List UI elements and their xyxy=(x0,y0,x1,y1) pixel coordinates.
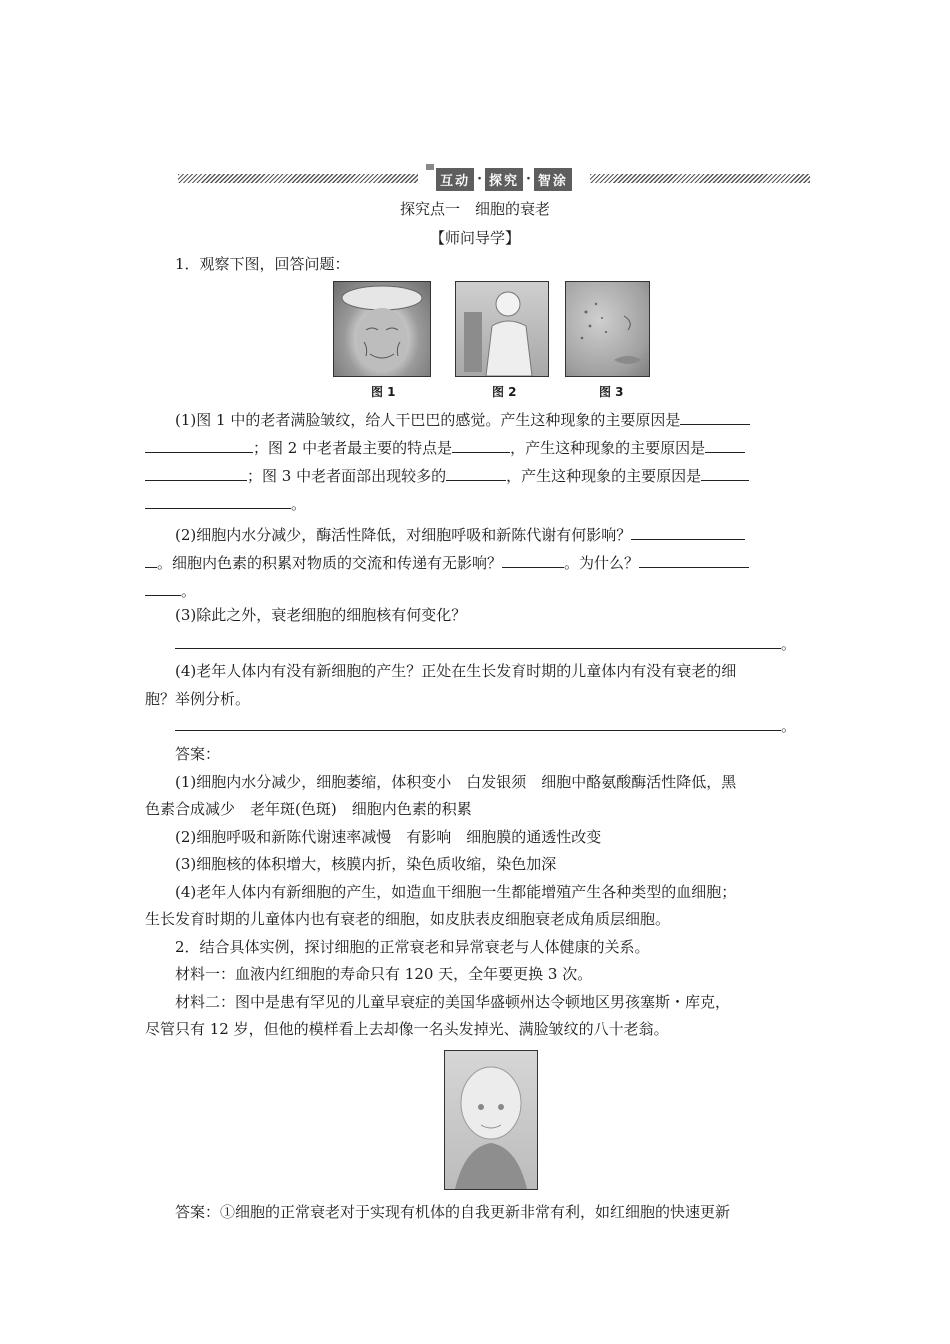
caption-fig2: 图 2 xyxy=(492,385,517,399)
blank-13[interactable] xyxy=(145,581,181,596)
q1-2-end: 。 xyxy=(181,582,197,600)
q1-1-text3b: ，产生这种现象的主要原因是 xyxy=(506,467,702,485)
q1-2-line2 xyxy=(145,553,810,573)
caption-fig3: 图 3 xyxy=(599,385,624,399)
blank-5[interactable] xyxy=(145,466,247,481)
q2-material2-line2: 尽管只有 12 岁，但他的模样看上去却像一名头发掉光、满脸皱纹的八十老翁。 xyxy=(145,1020,669,1038)
photo-elderly-face xyxy=(333,281,431,377)
blank-1[interactable] xyxy=(680,410,750,425)
blank-7[interactable] xyxy=(701,466,749,481)
q1-4-line2: 胞？举例分析。 xyxy=(145,690,251,708)
blank-15[interactable] xyxy=(175,716,781,731)
q2-material1: 材料一：血液内红细胞的寿命只有 120 天，全年要更换 3 次。 xyxy=(175,965,593,983)
blank-11[interactable] xyxy=(502,553,564,568)
banner-label xyxy=(424,168,584,190)
banner-sep-1: · xyxy=(477,171,482,187)
photo-progeria-boy xyxy=(444,1050,538,1190)
answer-line-3: (2)细胞呼吸和新陈代谢速率减慢 有影响 细胞膜的通透性改变 xyxy=(175,828,602,846)
photo-white-hair-man xyxy=(455,281,549,377)
subtitle: 【师问导学】 xyxy=(429,229,520,247)
photo-age-spots xyxy=(565,281,650,377)
q1-1-text3: ；图 3 中老者面部出现较多的 xyxy=(247,467,447,485)
answer-line-2: 色素合成减少 老年斑(色斑) 细胞内色素的积累 xyxy=(145,800,472,818)
q1-1-line4 xyxy=(145,494,810,514)
q1-2-line3 xyxy=(145,581,810,601)
q2-material2-line1: 材料二：图中是患有罕见的儿童早衰症的美国华盛顿州达令顿地区男孩塞斯・库克， xyxy=(175,993,731,1011)
banner-word-3: 智涂 xyxy=(534,168,572,191)
progeria-boy-icon xyxy=(445,1051,537,1189)
q1-2-text2b: 。为什么？ xyxy=(564,554,640,572)
blank-14[interactable] xyxy=(175,634,781,649)
blank-10[interactable] xyxy=(145,553,157,568)
white-hair-man-icon xyxy=(456,282,548,376)
q1-1-end: 。 xyxy=(291,495,307,513)
q2-answer: 答案：①细胞的正常衰老对于实现有机体的自我更新非常有利，如红细胞的快速更新 xyxy=(175,1203,731,1221)
answer-line-1: (1)细胞内水分减少，细胞萎缩，体积变小 白发银须 细胞中酪氨酸酶活性降低，黑 xyxy=(175,773,737,791)
q1-1-text2b: ，产生这种现象的主要原因是 xyxy=(510,439,706,457)
wrinkled-face-icon xyxy=(334,282,430,376)
q1-intro: 1．观察下图，回答问题： xyxy=(175,255,350,273)
blank-12[interactable] xyxy=(639,553,749,568)
blank-2[interactable] xyxy=(145,438,253,453)
blank-8[interactable] xyxy=(145,494,291,509)
banner-sep-2: · xyxy=(526,171,531,187)
q1-2-text1: (2)细胞内水分减少，酶活性降低，对细胞呼吸和新陈代谢有何影响？ xyxy=(175,526,632,544)
answer-line-4: (3)细胞核的体积增大，核膜内折，染色质收缩，染色加深 xyxy=(175,855,557,873)
banner-word-2: 探究 xyxy=(485,168,523,191)
q1-1-line2 xyxy=(145,438,810,458)
q1-3-line1: (3)除此之外，衰老细胞的细胞核有何变化？ xyxy=(175,606,467,624)
q1-1-line3 xyxy=(145,466,810,486)
blank-6[interactable] xyxy=(446,466,506,481)
q1-3-line2 xyxy=(175,634,840,654)
answer-line-6: 生长发育时期的儿童体内也有衰老的细胞，如皮肤表皮细胞衰老成角质层细胞。 xyxy=(145,910,671,928)
banner-hatch-right xyxy=(590,174,810,183)
q1-1-text2: ；图 2 中老者最主要的特点是 xyxy=(253,439,453,457)
q1-4-line3 xyxy=(175,716,840,736)
q1-4-end: 。 xyxy=(781,717,797,735)
blank-9[interactable] xyxy=(631,525,745,540)
blank-3[interactable] xyxy=(452,438,510,453)
blank-4[interactable] xyxy=(705,438,745,453)
q1-1-line1 xyxy=(175,410,840,430)
q1-1-text1: (1)图 1 中的老者满脸皱纹，给人干巴巴的感觉。产生这种现象的主要原因是 xyxy=(175,411,681,429)
q2-intro: 2．结合具体实例，探讨细胞的正常衰老和异常衰老与人体健康的关系。 xyxy=(175,938,650,956)
age-spots-icon xyxy=(566,282,649,376)
section-banner xyxy=(178,168,810,190)
q1-4-line1: (4)老年人体内有没有新细胞的产生？正处在生长发育时期的儿童体内有没有衰老的细 xyxy=(175,662,737,680)
caption-fig1: 图 1 xyxy=(371,385,396,399)
q1-2-text2: 。细胞内色素的积累对物质的交流和传递有无影响？ xyxy=(157,554,503,572)
q1-3-end: 。 xyxy=(781,635,797,653)
section-title: 探究点一 细胞的衰老 xyxy=(399,200,550,218)
banner-hatch-left xyxy=(178,174,418,183)
q1-2-line1 xyxy=(175,525,840,545)
banner-word-1: 互动 xyxy=(436,168,474,191)
answer-label: 答案： xyxy=(175,745,221,763)
answer-line-5: (4)老年人体内有新细胞的产生，如造血干细胞一生都能增殖产生各种类型的血细胞； xyxy=(175,883,737,901)
